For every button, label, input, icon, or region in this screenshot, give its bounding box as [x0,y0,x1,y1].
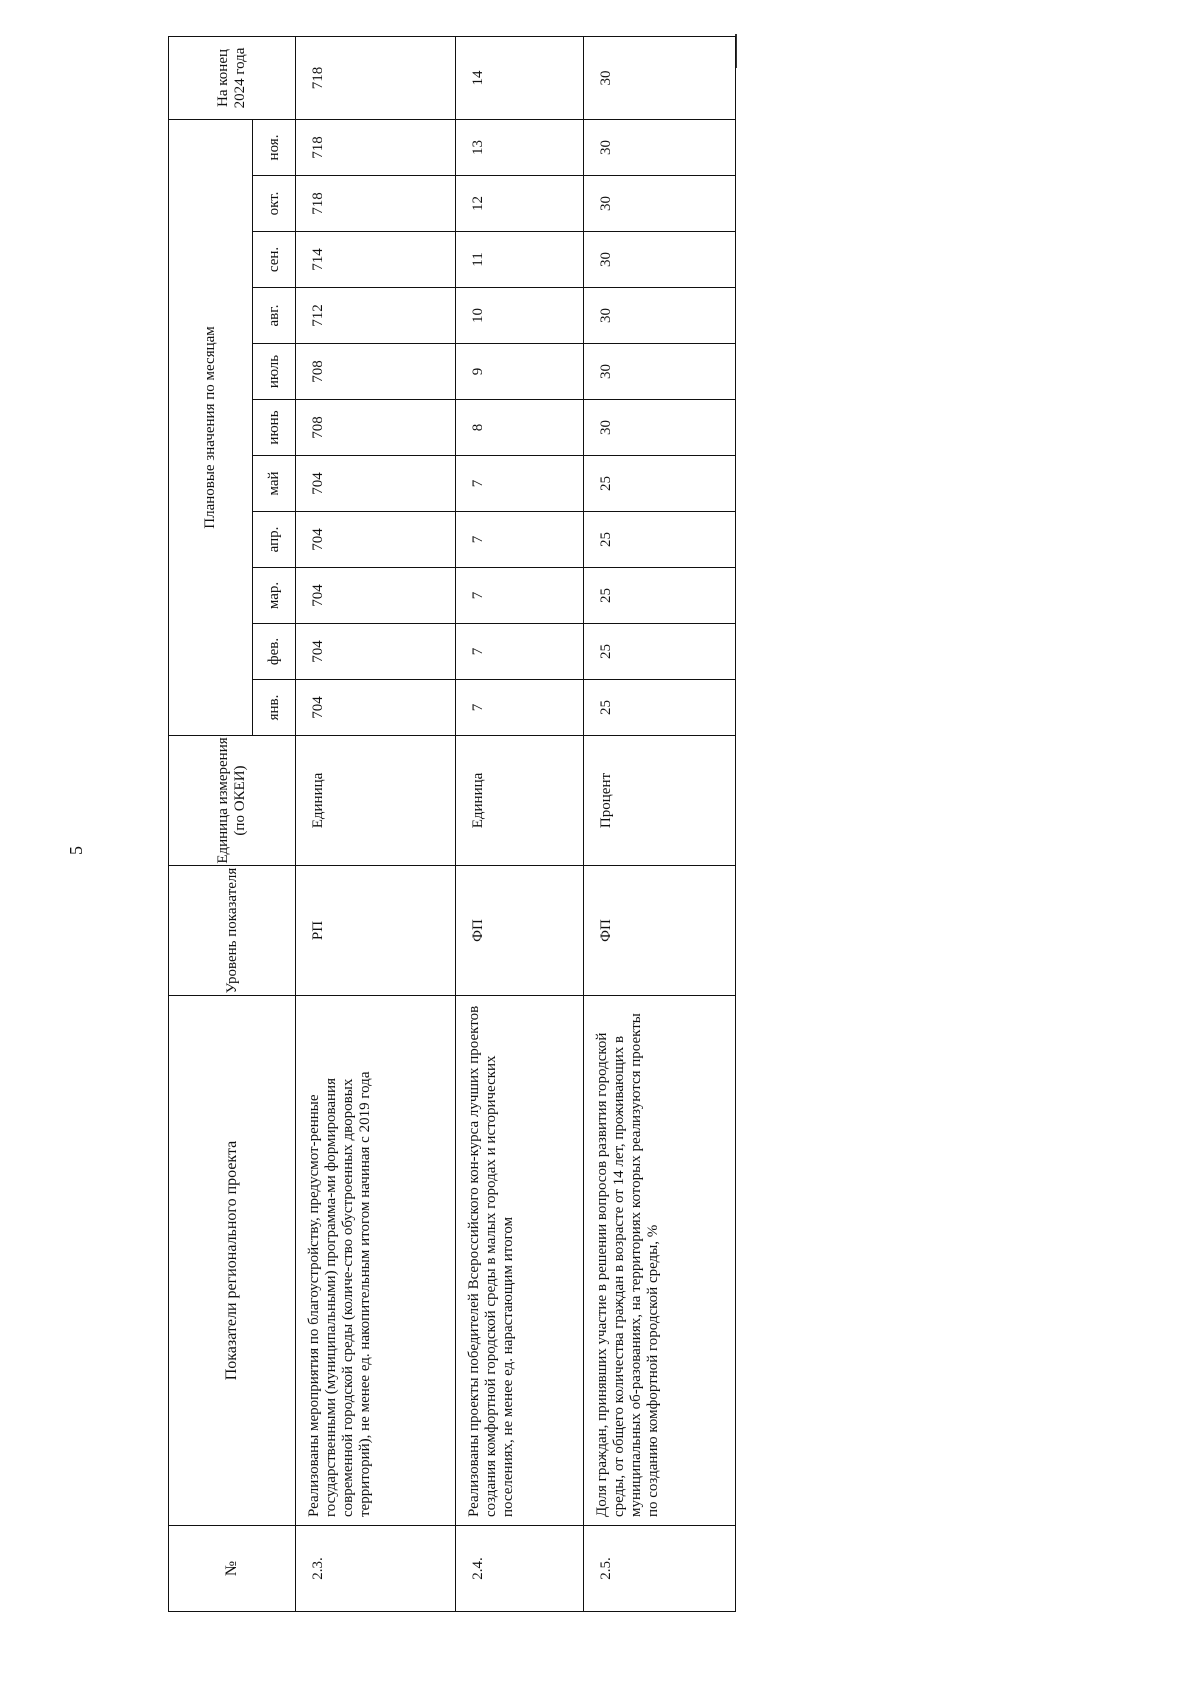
month-value: 10 [456,288,584,344]
month-value: 25 [584,624,736,680]
month-value: 30 [584,288,736,344]
month-value: 718 [296,119,456,175]
indicators-table [168,36,736,1612]
month-value: 9 [456,344,584,400]
month-value: 7 [456,624,584,680]
month-value: 714 [296,232,456,288]
month-value: 25 [584,568,736,624]
month-value: 704 [296,624,456,680]
month-value: 25 [584,680,736,736]
row-number: 2.4. [456,1526,584,1612]
month-value: 704 [296,456,456,512]
header-month: сен. [253,232,296,288]
indicator-unit: Процент [584,736,736,866]
row-number: 2.5. [584,1526,736,1612]
header-month: мар. [253,568,296,624]
month-value: 12 [456,176,584,232]
month-value: 30 [584,119,736,175]
month-value: 7 [456,568,584,624]
month-value: 704 [296,512,456,568]
month-value: 708 [296,400,456,456]
month-value: 7 [456,512,584,568]
end-year-value: 718 [296,36,456,119]
indicator-name: Реализованы проекты победителей Всероссийского кон-курса лучших проектов создания комфортной городской среды в малых городах и исторических поселениях, не менее ед. нарастающим итогом [456,996,584,1526]
header-month: авг. [253,288,296,344]
indicator-level: РП [296,866,456,996]
table-row [584,36,736,1611]
month-value: 708 [296,344,456,400]
indicator-unit: Единица [456,736,584,866]
page-number: 5 [66,846,86,855]
month-value: 30 [584,344,736,400]
header-month: май [253,456,296,512]
header-indicator-name: Показатели регионального проекта [169,996,296,1526]
row-number: 2.3. [296,1526,456,1612]
header-month: ноя. [253,119,296,175]
indicator-name: Реализованы мероприятия по благоустройству, предусмот-ренные государственными (муниципальными) программа-ми формирования современной городской среды (количе-ство обустроенных дворовых территорий), не менее ед. накопительным итогом начиная с 2019 года [296,996,456,1526]
month-value: 30 [584,176,736,232]
rotated-table-wrapper [168,47,736,1612]
header-month: окт. [253,176,296,232]
header-end-year: На конец 2024 года [169,36,296,119]
indicator-unit: Единица [296,736,456,866]
month-value: 704 [296,568,456,624]
month-value: 30 [584,400,736,456]
header-month: июнь [253,400,296,456]
month-value: 30 [584,232,736,288]
month-value: 8 [456,400,584,456]
month-value: 13 [456,119,584,175]
month-value: 25 [584,456,736,512]
month-value: 712 [296,288,456,344]
header-planned-values: Плановые значения по месяцам [169,119,253,735]
header-month: апр. [253,512,296,568]
header-unit: Единица измерения (по ОКЕИ) [169,736,296,866]
table-row [296,36,456,1611]
month-value: 718 [296,176,456,232]
header-level: Уровень показателя [169,866,296,996]
indicator-level: ФП [456,866,584,996]
table-row [456,36,584,1611]
header-month: фев. [253,624,296,680]
month-value: 704 [296,680,456,736]
indicator-name: Доля граждан, принявших участие в решении вопросов развития городской среды, от общего количества граждан в возрасте от 14 лет, проживающих в муниципальных об-разованиях, на территориях которых реализуются проекты по созданию комфортной городской среды, % [584,996,736,1526]
month-value: 11 [456,232,584,288]
month-value: 25 [584,512,736,568]
header-num: № [169,1526,296,1612]
indicator-level: ФП [584,866,736,996]
month-value: 7 [456,456,584,512]
header-month: июль [253,344,296,400]
end-year-value: 14 [456,36,584,119]
header-month: янв. [253,680,296,736]
month-value: 7 [456,680,584,736]
end-year-value: 30 [584,36,736,119]
